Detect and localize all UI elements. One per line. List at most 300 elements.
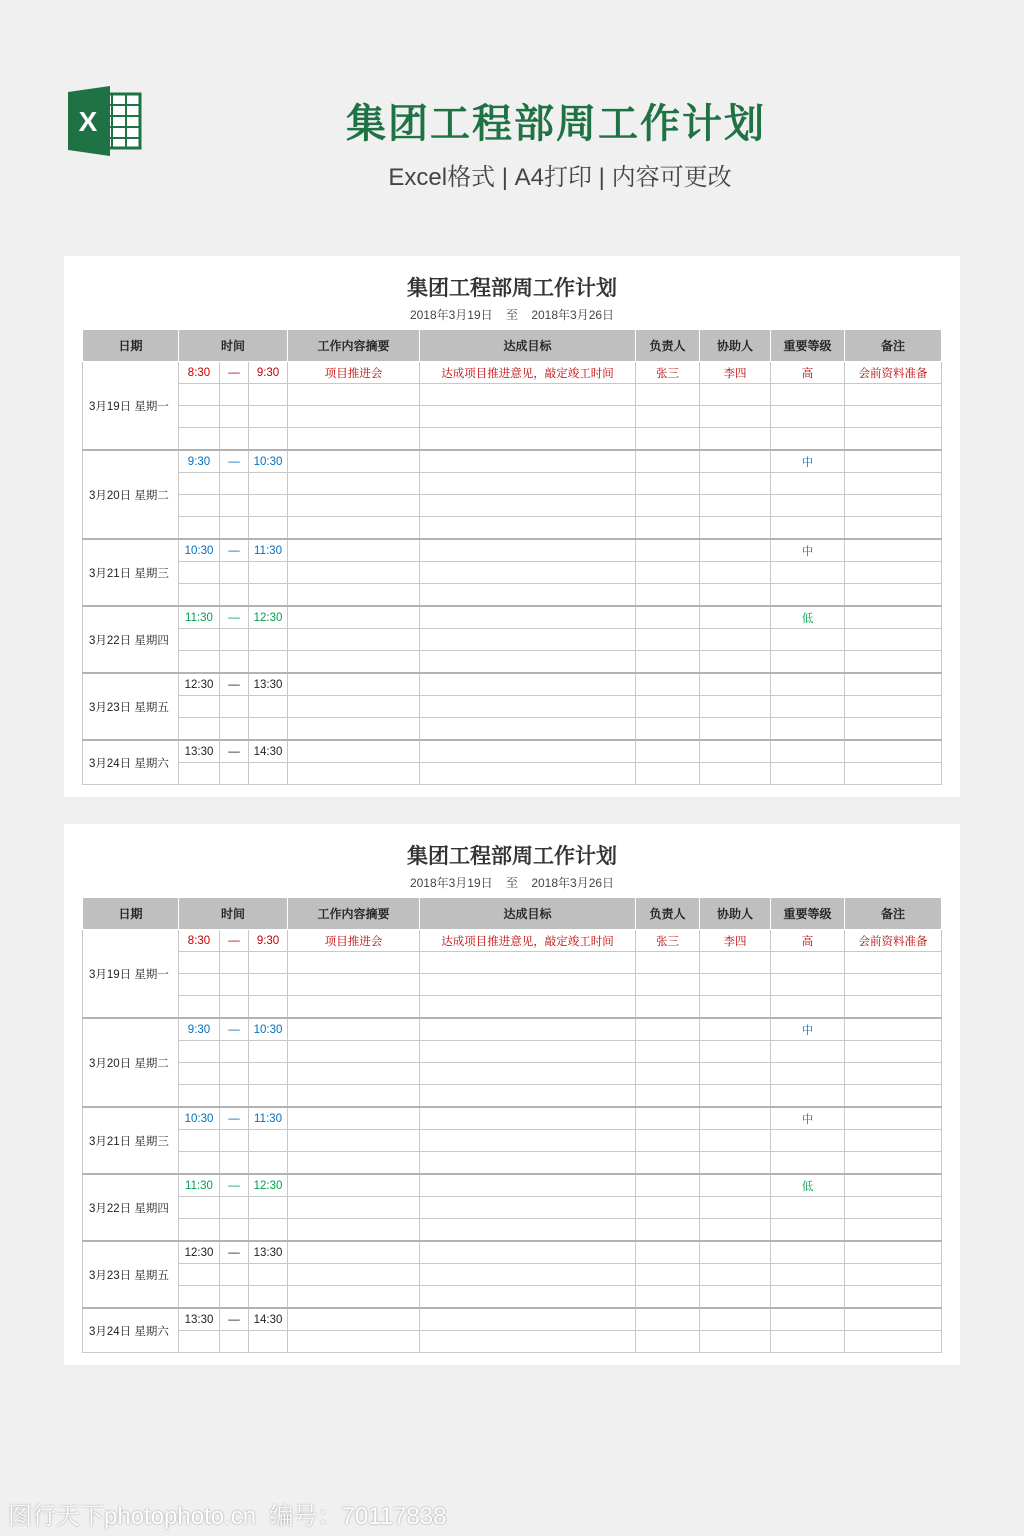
goal-cell[interactable] xyxy=(420,974,636,996)
note-cell[interactable] xyxy=(845,495,942,517)
end-cell[interactable] xyxy=(249,1264,288,1286)
end-cell[interactable] xyxy=(249,651,288,674)
end-cell[interactable] xyxy=(249,495,288,517)
assistant-cell[interactable] xyxy=(700,428,771,451)
assistant-cell[interactable] xyxy=(700,1197,771,1219)
assistant-cell[interactable] xyxy=(700,763,771,785)
sep-cell[interactable] xyxy=(220,1264,249,1286)
note-cell[interactable] xyxy=(845,1241,942,1264)
level-cell[interactable] xyxy=(771,1241,845,1264)
level-cell[interactable] xyxy=(771,1286,845,1309)
end-cell[interactable] xyxy=(249,996,288,1019)
goal-cell[interactable]: 达成项目推进意见，敲定竣工时间 xyxy=(420,930,636,952)
owner-cell[interactable] xyxy=(636,1085,700,1108)
sep-cell[interactable] xyxy=(220,517,249,540)
start-cell[interactable] xyxy=(179,1331,220,1353)
end-cell[interactable] xyxy=(249,406,288,428)
assistant-cell[interactable] xyxy=(700,996,771,1019)
assistant-cell[interactable] xyxy=(700,1286,771,1309)
sep-cell[interactable] xyxy=(220,473,249,495)
level-cell[interactable]: 中 xyxy=(771,450,845,473)
owner-cell[interactable] xyxy=(636,539,700,562)
goal-cell[interactable] xyxy=(420,1063,636,1085)
sep-cell[interactable]: — xyxy=(220,740,249,763)
owner-cell[interactable] xyxy=(636,763,700,785)
start-cell[interactable]: 12:30 xyxy=(179,673,220,696)
note-cell[interactable] xyxy=(845,473,942,495)
start-cell[interactable]: 11:30 xyxy=(179,606,220,629)
sep-cell[interactable]: — xyxy=(220,930,249,952)
content-cell[interactable] xyxy=(288,1264,420,1286)
level-cell[interactable] xyxy=(771,1085,845,1108)
sep-cell[interactable]: — xyxy=(220,606,249,629)
sep-cell[interactable]: — xyxy=(220,362,249,384)
note-cell[interactable] xyxy=(845,384,942,406)
owner-cell[interactable] xyxy=(636,696,700,718)
sep-cell[interactable]: — xyxy=(220,1241,249,1264)
owner-cell[interactable] xyxy=(636,1308,700,1331)
level-cell[interactable] xyxy=(771,495,845,517)
sep-cell[interactable]: — xyxy=(220,673,249,696)
note-cell[interactable] xyxy=(845,517,942,540)
level-cell[interactable] xyxy=(771,384,845,406)
start-cell[interactable]: 13:30 xyxy=(179,1308,220,1331)
content-cell[interactable] xyxy=(288,1085,420,1108)
assistant-cell[interactable] xyxy=(700,740,771,763)
owner-cell[interactable] xyxy=(636,1130,700,1152)
content-cell[interactable] xyxy=(288,584,420,607)
level-cell[interactable] xyxy=(771,740,845,763)
note-cell[interactable] xyxy=(845,718,942,741)
level-cell[interactable]: 低 xyxy=(771,606,845,629)
start-cell[interactable] xyxy=(179,1197,220,1219)
level-cell[interactable]: 高 xyxy=(771,930,845,952)
level-cell[interactable] xyxy=(771,562,845,584)
content-cell[interactable] xyxy=(288,562,420,584)
end-cell[interactable] xyxy=(249,1219,288,1242)
assistant-cell[interactable] xyxy=(700,1264,771,1286)
level-cell[interactable]: 中 xyxy=(771,1107,845,1130)
end-cell[interactable]: 11:30 xyxy=(249,1107,288,1130)
note-cell[interactable] xyxy=(845,952,942,974)
owner-cell[interactable] xyxy=(636,974,700,996)
content-cell[interactable] xyxy=(288,1286,420,1309)
goal-cell[interactable] xyxy=(420,473,636,495)
start-cell[interactable] xyxy=(179,428,220,451)
sep-cell[interactable]: — xyxy=(220,1107,249,1130)
end-cell[interactable]: 12:30 xyxy=(249,1174,288,1197)
owner-cell[interactable] xyxy=(636,428,700,451)
sep-cell[interactable] xyxy=(220,1197,249,1219)
goal-cell[interactable] xyxy=(420,428,636,451)
content-cell[interactable] xyxy=(288,651,420,674)
sep-cell[interactable] xyxy=(220,629,249,651)
assistant-cell[interactable] xyxy=(700,1041,771,1063)
goal-cell[interactable] xyxy=(420,1331,636,1353)
end-cell[interactable] xyxy=(249,952,288,974)
sep-cell[interactable] xyxy=(220,584,249,607)
note-cell[interactable] xyxy=(845,1152,942,1175)
sep-cell[interactable] xyxy=(220,495,249,517)
note-cell[interactable] xyxy=(845,562,942,584)
note-cell[interactable] xyxy=(845,1331,942,1353)
start-cell[interactable]: 9:30 xyxy=(179,450,220,473)
note-cell[interactable] xyxy=(845,406,942,428)
owner-cell[interactable] xyxy=(636,1174,700,1197)
start-cell[interactable] xyxy=(179,1152,220,1175)
goal-cell[interactable] xyxy=(420,539,636,562)
owner-cell[interactable] xyxy=(636,384,700,406)
end-cell[interactable]: 12:30 xyxy=(249,606,288,629)
end-cell[interactable] xyxy=(249,584,288,607)
content-cell[interactable] xyxy=(288,1174,420,1197)
note-cell[interactable] xyxy=(845,673,942,696)
sep-cell[interactable] xyxy=(220,996,249,1019)
goal-cell[interactable] xyxy=(420,740,636,763)
owner-cell[interactable] xyxy=(636,584,700,607)
assistant-cell[interactable] xyxy=(700,562,771,584)
note-cell[interactable] xyxy=(845,1107,942,1130)
start-cell[interactable]: 8:30 xyxy=(179,930,220,952)
assistant-cell[interactable] xyxy=(700,1241,771,1264)
level-cell[interactable] xyxy=(771,629,845,651)
owner-cell[interactable] xyxy=(636,1107,700,1130)
content-cell[interactable] xyxy=(288,763,420,785)
content-cell[interactable] xyxy=(288,450,420,473)
start-cell[interactable] xyxy=(179,384,220,406)
note-cell[interactable] xyxy=(845,606,942,629)
goal-cell[interactable] xyxy=(420,1152,636,1175)
assistant-cell[interactable] xyxy=(700,1107,771,1130)
goal-cell[interactable]: 达成项目推进意见，敲定竣工时间 xyxy=(420,362,636,384)
note-cell[interactable]: 会前资料准备 xyxy=(845,362,942,384)
assistant-cell[interactable] xyxy=(700,1174,771,1197)
start-cell[interactable] xyxy=(179,629,220,651)
owner-cell[interactable] xyxy=(636,1286,700,1309)
note-cell[interactable]: 会前资料准备 xyxy=(845,930,942,952)
assistant-cell[interactable] xyxy=(700,673,771,696)
assistant-cell[interactable] xyxy=(700,696,771,718)
sep-cell[interactable] xyxy=(220,952,249,974)
note-cell[interactable] xyxy=(845,428,942,451)
level-cell[interactable] xyxy=(771,696,845,718)
start-cell[interactable] xyxy=(179,952,220,974)
assistant-cell[interactable] xyxy=(700,606,771,629)
level-cell[interactable] xyxy=(771,718,845,741)
start-cell[interactable] xyxy=(179,495,220,517)
owner-cell[interactable] xyxy=(636,1197,700,1219)
level-cell[interactable] xyxy=(771,406,845,428)
start-cell[interactable] xyxy=(179,1085,220,1108)
note-cell[interactable] xyxy=(845,1219,942,1242)
goal-cell[interactable] xyxy=(420,1018,636,1041)
sep-cell[interactable]: — xyxy=(220,450,249,473)
goal-cell[interactable] xyxy=(420,1197,636,1219)
sep-cell[interactable] xyxy=(220,1152,249,1175)
owner-cell[interactable]: 张三 xyxy=(636,362,700,384)
owner-cell[interactable] xyxy=(636,1063,700,1085)
note-cell[interactable] xyxy=(845,1308,942,1331)
start-cell[interactable] xyxy=(179,473,220,495)
end-cell[interactable] xyxy=(249,1197,288,1219)
sep-cell[interactable] xyxy=(220,1130,249,1152)
owner-cell[interactable] xyxy=(636,718,700,741)
goal-cell[interactable] xyxy=(420,1308,636,1331)
assistant-cell[interactable] xyxy=(700,495,771,517)
owner-cell[interactable] xyxy=(636,495,700,517)
assistant-cell[interactable] xyxy=(700,1018,771,1041)
content-cell[interactable] xyxy=(288,673,420,696)
assistant-cell[interactable] xyxy=(700,539,771,562)
assistant-cell[interactable] xyxy=(700,406,771,428)
content-cell[interactable] xyxy=(288,1018,420,1041)
content-cell[interactable]: 项目推进会 xyxy=(288,930,420,952)
goal-cell[interactable] xyxy=(420,1085,636,1108)
note-cell[interactable] xyxy=(845,974,942,996)
note-cell[interactable] xyxy=(845,1286,942,1309)
owner-cell[interactable] xyxy=(636,406,700,428)
goal-cell[interactable] xyxy=(420,629,636,651)
assistant-cell[interactable] xyxy=(700,1308,771,1331)
goal-cell[interactable] xyxy=(420,406,636,428)
assistant-cell[interactable] xyxy=(700,1085,771,1108)
content-cell[interactable] xyxy=(288,1308,420,1331)
sep-cell[interactable] xyxy=(220,1041,249,1063)
content-cell[interactable] xyxy=(288,1197,420,1219)
sep-cell[interactable]: — xyxy=(220,1308,249,1331)
end-cell[interactable] xyxy=(249,1286,288,1309)
start-cell[interactable]: 12:30 xyxy=(179,1241,220,1264)
start-cell[interactable] xyxy=(179,562,220,584)
owner-cell[interactable] xyxy=(636,562,700,584)
level-cell[interactable] xyxy=(771,1152,845,1175)
end-cell[interactable] xyxy=(249,974,288,996)
goal-cell[interactable] xyxy=(420,517,636,540)
sep-cell[interactable] xyxy=(220,718,249,741)
sep-cell[interactable]: — xyxy=(220,539,249,562)
assistant-cell[interactable] xyxy=(700,584,771,607)
goal-cell[interactable] xyxy=(420,1130,636,1152)
goal-cell[interactable] xyxy=(420,763,636,785)
end-cell[interactable] xyxy=(249,763,288,785)
owner-cell[interactable] xyxy=(636,1241,700,1264)
note-cell[interactable] xyxy=(845,696,942,718)
goal-cell[interactable] xyxy=(420,996,636,1019)
level-cell[interactable] xyxy=(771,974,845,996)
owner-cell[interactable] xyxy=(636,996,700,1019)
level-cell[interactable] xyxy=(771,1130,845,1152)
assistant-cell[interactable] xyxy=(700,384,771,406)
content-cell[interactable] xyxy=(288,629,420,651)
sep-cell[interactable] xyxy=(220,763,249,785)
goal-cell[interactable] xyxy=(420,562,636,584)
content-cell[interactable] xyxy=(288,996,420,1019)
sep-cell[interactable] xyxy=(220,1219,249,1242)
goal-cell[interactable] xyxy=(420,952,636,974)
assistant-cell[interactable] xyxy=(700,1130,771,1152)
goal-cell[interactable] xyxy=(420,1174,636,1197)
level-cell[interactable]: 中 xyxy=(771,539,845,562)
start-cell[interactable]: 11:30 xyxy=(179,1174,220,1197)
end-cell[interactable]: 10:30 xyxy=(249,450,288,473)
content-cell[interactable] xyxy=(288,952,420,974)
assistant-cell[interactable] xyxy=(700,1152,771,1175)
content-cell[interactable] xyxy=(288,1041,420,1063)
level-cell[interactable] xyxy=(771,584,845,607)
sep-cell[interactable] xyxy=(220,428,249,451)
start-cell[interactable] xyxy=(179,1041,220,1063)
sep-cell[interactable] xyxy=(220,562,249,584)
start-cell[interactable] xyxy=(179,1063,220,1085)
level-cell[interactable] xyxy=(771,996,845,1019)
start-cell[interactable]: 9:30 xyxy=(179,1018,220,1041)
note-cell[interactable] xyxy=(845,1130,942,1152)
sep-cell[interactable] xyxy=(220,974,249,996)
assistant-cell[interactable] xyxy=(700,1219,771,1242)
level-cell[interactable]: 中 xyxy=(771,1018,845,1041)
sep-cell[interactable]: — xyxy=(220,1174,249,1197)
end-cell[interactable]: 11:30 xyxy=(249,539,288,562)
content-cell[interactable] xyxy=(288,1241,420,1264)
owner-cell[interactable] xyxy=(636,606,700,629)
note-cell[interactable] xyxy=(845,629,942,651)
end-cell[interactable] xyxy=(249,1085,288,1108)
owner-cell[interactable] xyxy=(636,517,700,540)
content-cell[interactable] xyxy=(288,495,420,517)
end-cell[interactable]: 9:30 xyxy=(249,930,288,952)
end-cell[interactable] xyxy=(249,384,288,406)
sep-cell[interactable] xyxy=(220,696,249,718)
level-cell[interactable] xyxy=(771,1331,845,1353)
goal-cell[interactable] xyxy=(420,1219,636,1242)
goal-cell[interactable] xyxy=(420,606,636,629)
note-cell[interactable] xyxy=(845,1174,942,1197)
content-cell[interactable]: 项目推进会 xyxy=(288,362,420,384)
end-cell[interactable] xyxy=(249,517,288,540)
note-cell[interactable] xyxy=(845,1264,942,1286)
assistant-cell[interactable] xyxy=(700,718,771,741)
level-cell[interactable] xyxy=(771,1197,845,1219)
content-cell[interactable] xyxy=(288,428,420,451)
content-cell[interactable] xyxy=(288,974,420,996)
content-cell[interactable] xyxy=(288,406,420,428)
owner-cell[interactable] xyxy=(636,952,700,974)
start-cell[interactable] xyxy=(179,974,220,996)
content-cell[interactable] xyxy=(288,718,420,741)
start-cell[interactable] xyxy=(179,1130,220,1152)
owner-cell[interactable] xyxy=(636,673,700,696)
goal-cell[interactable] xyxy=(420,651,636,674)
owner-cell[interactable] xyxy=(636,740,700,763)
content-cell[interactable] xyxy=(288,1130,420,1152)
level-cell[interactable] xyxy=(771,952,845,974)
note-cell[interactable] xyxy=(845,450,942,473)
end-cell[interactable] xyxy=(249,428,288,451)
owner-cell[interactable] xyxy=(636,473,700,495)
start-cell[interactable] xyxy=(179,996,220,1019)
sep-cell[interactable] xyxy=(220,384,249,406)
goal-cell[interactable] xyxy=(420,584,636,607)
sep-cell[interactable] xyxy=(220,651,249,674)
sep-cell[interactable] xyxy=(220,1286,249,1309)
owner-cell[interactable] xyxy=(636,629,700,651)
note-cell[interactable] xyxy=(845,763,942,785)
content-cell[interactable] xyxy=(288,1219,420,1242)
owner-cell[interactable] xyxy=(636,1331,700,1353)
sep-cell[interactable] xyxy=(220,1063,249,1085)
level-cell[interactable] xyxy=(771,763,845,785)
content-cell[interactable] xyxy=(288,384,420,406)
end-cell[interactable] xyxy=(249,1063,288,1085)
level-cell[interactable] xyxy=(771,1308,845,1331)
note-cell[interactable] xyxy=(845,740,942,763)
start-cell[interactable] xyxy=(179,651,220,674)
content-cell[interactable] xyxy=(288,517,420,540)
note-cell[interactable] xyxy=(845,1085,942,1108)
end-cell[interactable] xyxy=(249,473,288,495)
start-cell[interactable]: 10:30 xyxy=(179,1107,220,1130)
goal-cell[interactable] xyxy=(420,1264,636,1286)
end-cell[interactable] xyxy=(249,562,288,584)
assistant-cell[interactable] xyxy=(700,1331,771,1353)
content-cell[interactable] xyxy=(288,1063,420,1085)
goal-cell[interactable] xyxy=(420,673,636,696)
assistant-cell[interactable] xyxy=(700,974,771,996)
level-cell[interactable]: 高 xyxy=(771,362,845,384)
end-cell[interactable]: 14:30 xyxy=(249,740,288,763)
start-cell[interactable]: 8:30 xyxy=(179,362,220,384)
start-cell[interactable] xyxy=(179,696,220,718)
content-cell[interactable] xyxy=(288,539,420,562)
start-cell[interactable] xyxy=(179,763,220,785)
owner-cell[interactable] xyxy=(636,450,700,473)
level-cell[interactable] xyxy=(771,517,845,540)
assistant-cell[interactable] xyxy=(700,952,771,974)
goal-cell[interactable] xyxy=(420,1041,636,1063)
sep-cell[interactable] xyxy=(220,1331,249,1353)
end-cell[interactable] xyxy=(249,1041,288,1063)
end-cell[interactable]: 10:30 xyxy=(249,1018,288,1041)
goal-cell[interactable] xyxy=(420,718,636,741)
start-cell[interactable] xyxy=(179,1219,220,1242)
assistant-cell[interactable] xyxy=(700,629,771,651)
level-cell[interactable] xyxy=(771,1063,845,1085)
assistant-cell[interactable] xyxy=(700,1063,771,1085)
owner-cell[interactable] xyxy=(636,1219,700,1242)
level-cell[interactable] xyxy=(771,651,845,674)
note-cell[interactable] xyxy=(845,1018,942,1041)
goal-cell[interactable] xyxy=(420,1107,636,1130)
owner-cell[interactable] xyxy=(636,1264,700,1286)
start-cell[interactable] xyxy=(179,1286,220,1309)
level-cell[interactable] xyxy=(771,1041,845,1063)
note-cell[interactable] xyxy=(845,1197,942,1219)
end-cell[interactable] xyxy=(249,1152,288,1175)
start-cell[interactable] xyxy=(179,584,220,607)
end-cell[interactable]: 14:30 xyxy=(249,1308,288,1331)
content-cell[interactable] xyxy=(288,740,420,763)
assistant-cell[interactable] xyxy=(700,651,771,674)
owner-cell[interactable]: 张三 xyxy=(636,930,700,952)
start-cell[interactable] xyxy=(179,718,220,741)
start-cell[interactable] xyxy=(179,406,220,428)
sep-cell[interactable] xyxy=(220,1085,249,1108)
end-cell[interactable]: 9:30 xyxy=(249,362,288,384)
end-cell[interactable] xyxy=(249,696,288,718)
goal-cell[interactable] xyxy=(420,384,636,406)
end-cell[interactable]: 13:30 xyxy=(249,673,288,696)
content-cell[interactable] xyxy=(288,606,420,629)
